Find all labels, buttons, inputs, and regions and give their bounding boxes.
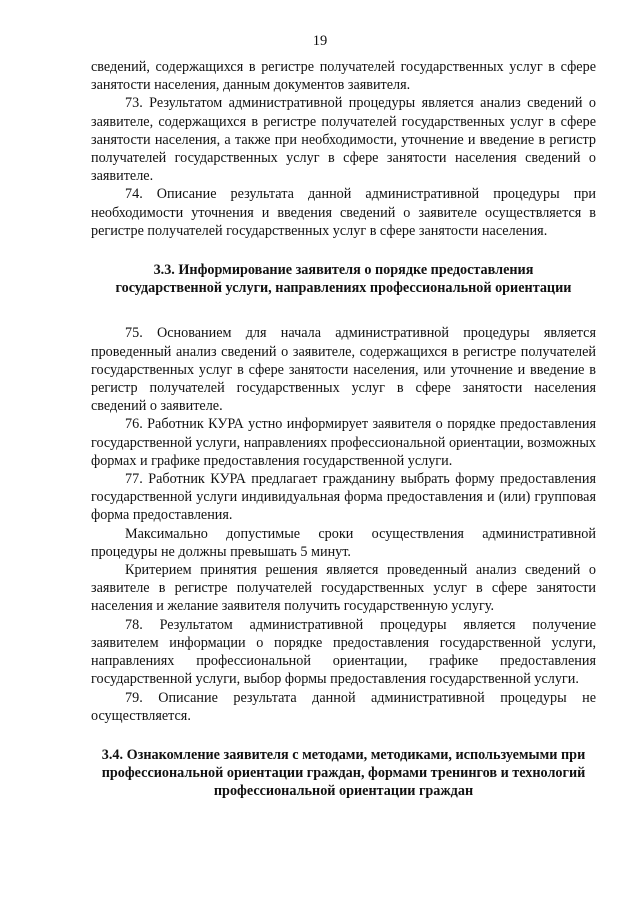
page-number: 19 [312,33,328,49]
paragraph-73: 73. Результатом административной процедуры является анализ сведений о заявителе, содержащихся в регистре получателей государственных услуг в сфере занятости населения, а также при необходимости, уточнение и введение в регистр получателей государственных услуг в сфере занятости населения сведений о заявителе. [91,95,596,185]
paragraph-77: 77. Работник КУРА предлагает гражданину выбрать форму предоставления государственной услуги индивидуальная форма предоставления и (или) групповая форма предоставления. [91,471,596,524]
document-body [91,58,596,801]
paragraph-max-time: Максимально допустимые сроки осуществления административной процедуры не должны превышать 5 минут. [91,525,596,560]
paragraph-decision-criterion: Критерием принятия решения является проведенный анализ сведений о заявителе в регистре получателей государственных услуг в сфере занятости населения и желание заявителя получить государственную услугу. [91,562,596,615]
paragraph-74: 74. Описание результата данной административной процедуры при необходимости уточнения и введения сведений о заявителе осуществляется в регистре получателей государственных услуг в сфере занятости населения. [91,186,596,239]
paragraph-79: 79. Описание результата данной административной процедуры не осуществляется. [91,689,596,724]
paragraph-76: 76. Работник КУРА устно информирует заявителя о порядке предоставления государственной услуги, направлениях профессиональной ориентации, возможных формах и графике предоставления государственной услуги. [91,416,596,469]
paragraph-75: 75. Основанием для начала административной процедуры является проведенный анализ сведений о заявителе, содержащихся в регистре получателей государственных услуг в сфере занятости населения, или уточнение и введение в регистр получателей государственных услуг в сфере занятости населения сведений о заявителе. [91,325,596,415]
paragraph-72-continuation: сведений, содержащихся в регистре получателей государственных услуг в сфере занятости населения, данным документов заявителя. [91,59,596,94]
paragraph-78: 78. Результатом административной процедуры является получение заявителем информации о порядке предоставления государственной услуги, направлениях профессиональной ориентации, графике предоставления государственной услуги, выбор формы предоставления государственной услуги. [91,616,596,688]
section-heading-3-3: 3.3. Информирование заявителя о порядке предоставления государственной услуги, направлениях профессиональной ориентации [115,262,572,297]
section-heading-3-4: 3.4. Ознакомление заявителя с методами, методиками, используемыми при профессиональной ориентации граждан, формами тренингов и технологий профессиональной ориентации граждан [101,746,586,800]
